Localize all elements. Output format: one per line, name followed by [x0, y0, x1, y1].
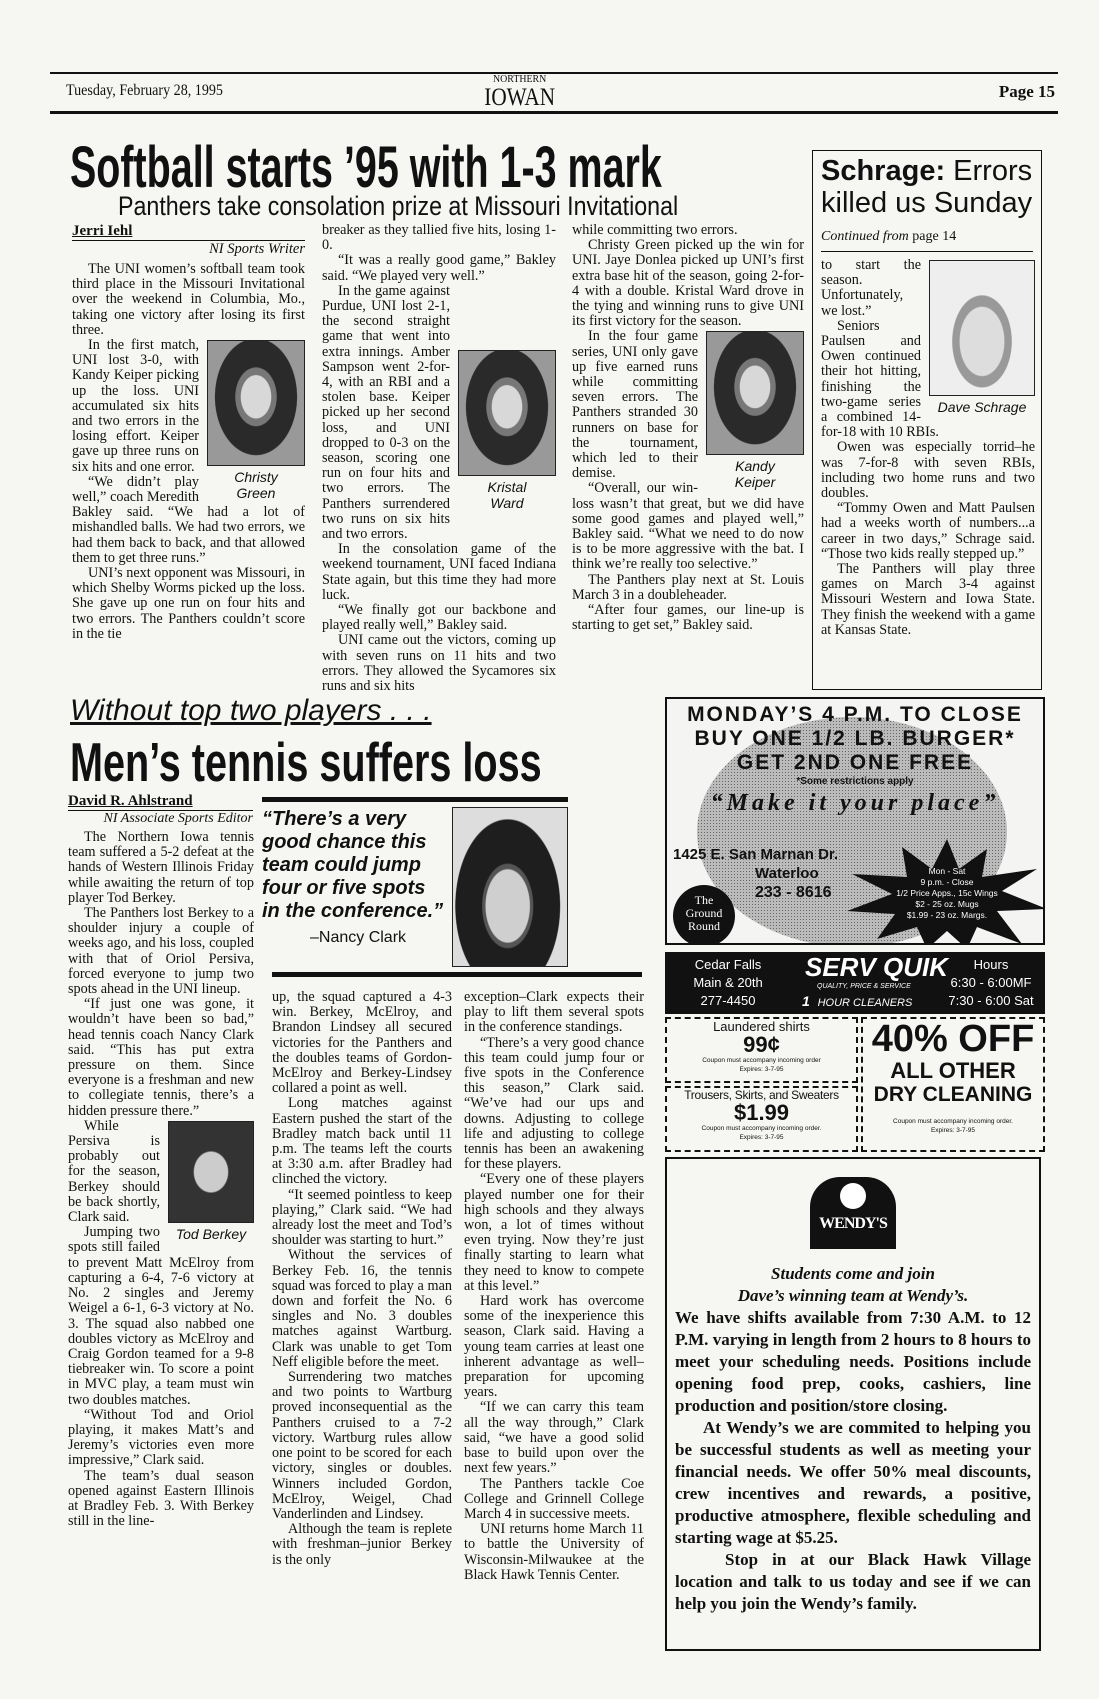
photo-image [929, 260, 1035, 396]
tennis-kicker: Without top two players . . . [70, 694, 432, 727]
softball-column-1 [72, 262, 305, 642]
wendys-logo: WENDY'S [810, 1177, 896, 1249]
pullquote: “There’s a very good chance this team could jump four or five spots in the conference.” [262, 808, 444, 922]
tennis-column-1 [68, 830, 254, 1529]
paragraph: Although the team is replete with freshman–junior Berkey is the only [272, 1521, 452, 1568]
paragraph: breaker as they tallied five hits, losing 1-0. [322, 222, 556, 254]
paragraph: The UNI women’s softball team took third place in the Missouri Invitational over the weekend in Columbia, Mo., taking one victory after losing its first three. [72, 261, 305, 338]
ad-ground-round [665, 697, 1045, 945]
photo-kristal-ward [458, 350, 556, 511]
photo-caption: Kristal Ward [487, 478, 527, 511]
byline-role: NI Associate Sports Editor [103, 811, 253, 826]
paragraph: The team’s dual season opened against Eastern Illinois at Bradley Feb. 3. With Berkey still in the line- [68, 1467, 254, 1530]
continued-from: Continued from page 14 [821, 229, 1033, 252]
paragraph: The Panthers tackle Coe College and Grinnell College March 4 in successive meets. [464, 1475, 644, 1522]
continued-page-link[interactable]: page 14 [912, 229, 957, 244]
masthead-main: IOWAN [484, 84, 556, 111]
paragraph: “If just one was gone, it wouldn’t have been so bad,” head tennis coach Nancy Clark said. “This has put extra pressure on them. Since everyone is a freshman and new to collegiate tennis, there’s a hidden pressure there.” [68, 996, 254, 1119]
photo-kandy-keiper [706, 331, 804, 490]
location: Cedar Falls Main & 20th 277-4450 [693, 957, 763, 1008]
photo-dave-schrage [929, 260, 1035, 415]
pullquote-attribution: –Nancy Clark [310, 929, 407, 946]
paragraph: Christy Green picked up the win for UNI. Jaye Donlea picked up UNI’s first extra base hit of the season, going 2-for-4 with a double. Kristal Ward drove in the tying and winning runs to give UNI its first victory for the season. [572, 237, 804, 330]
paragraph: Long matches against Eastern pushed the start of the Bradley match back until 11 p.m. The teams left the courts at 3:30 a.m. after Bradley had clinched the victory. [272, 1095, 452, 1188]
byline-name: David R. Ahlstrand [68, 793, 193, 809]
pullquote-top-rule [262, 797, 568, 802]
paragraph: UNI’s next opponent was Missouri, in which Shelby Worms picked up the loss. She gave up one run on four hits and two errors. The Panthers couldn’t score in the tie [72, 565, 305, 642]
paragraph: “We didn’t play well,” coach Meredith Bakley said. “We had a lot of mishandled balls. We had two errors, we had them back to back, and that allowed them to get three runs.” [72, 473, 305, 566]
softball-column-3 [572, 223, 804, 633]
softball-subhead: Panthers take consolation prize at Missouri Invitational [118, 191, 679, 221]
paragraph: “It seemed pointless to keep playing,” Clark said. “We had already lost the meet and Tod’s shoulder was starting to hurt.” [272, 1186, 452, 1249]
masthead [478, 74, 561, 110]
coupon-dry-cleaning[interactable]: 40% OFF ALL OTHER DRY CLEANING Coupon must accompany incoming order. Expires: 3-7-95 [861, 1017, 1045, 1152]
paragraph: Kristal Ward In the game against Purdue, UNI lost 2-1, the second straight game that went into extra innings. Amber Sampson went 2-for-4, with an RBI and a stolen base. Keiper picked up her second loss, and UNI dropped to 0-3 on the season, scoring one run on four hits and two errors. The Panthers surrendered two runs on six hits and two errors. [322, 284, 556, 542]
tennis-column-3 [464, 990, 644, 1583]
wendy-portrait-icon [840, 1183, 866, 1209]
paragraph: The Panthers will play three games on March 3-4 against Missouri Western and Iowa State. They finish the weekend with a game at Kansas State. [821, 561, 1035, 638]
photo-image [207, 340, 305, 466]
paragraph: UNI returns home March 11 to battle the University of Wisconsin-Milwaukee at the Black Hawk Tennis Center. [464, 1521, 644, 1583]
burst-specials: Mon - Sat 9 p.m. - Close 1/2 Price Apps., 15c Wings $2 - 25 oz. Mugs $1.99 - 23 oz. Margs. [896, 866, 998, 920]
photo-caption: Christy Green [234, 469, 278, 502]
paragraph: Hard work has overcome some of the inexperience this season, Clark said. Having a young team carries at least one inherent advantage as well–preparation for upcoming years. [464, 1293, 644, 1401]
paragraph: “Every one of these players played number one for their high schools and they always won, a lot of times without even trying. Now they’re just finally starting to learn what they need to know to compete at this level.” [464, 1171, 644, 1294]
paragraph: Tod Berkey While Persiva is probably out for the season, Berkey should be back shortly, Clark said. [68, 1119, 254, 1225]
coupon-laundered-shirts[interactable]: Laundered shirts 99¢ Coupon must accompany incoming order Expires: 3-7-95 [665, 1017, 858, 1083]
pullquote-bottom-rule [272, 972, 642, 977]
paragraph: UNI came out the victors, coming up with seven runs on 11 hits and two errors. They allowed the Sycamores six runs and six hits [322, 632, 556, 695]
byline-role: NI Sports Writer [209, 241, 305, 257]
paragraph: Owen was especially torrid–he was 7-for-8 with seven RBIs, including two home runs and two doubles. [821, 439, 1035, 502]
ground-round-logo: The Ground Round [673, 885, 735, 945]
coupon-trousers[interactable]: Trousers, Skirts, and Sweaters $1.99 Coupon must accompany incoming order. Expires: 3-7-95 [665, 1086, 858, 1152]
paragraph: Jumping two spots still failed to prevent Matt McElroy from capturing a 6-4, 7-6 victory at No. 2 singles and Jeremy Weigel a 6-1, 6-3 victory at No. 3. The squad also nabbed one doubles victory as McElroy and Craig Gordon teamed for a 9-8 tiebreaker win. To score a point in MVC play, a team must win two doubles matches. [68, 1224, 254, 1408]
paragraph: The Panthers play next at St. Louis March 3 in a doubleheader. [572, 571, 804, 603]
ad-text: MONDAY’S 4 P.M. TO CLOSE BUY ONE 1/2 LB. BURGER* GET 2ND ONE FREE *Some restrictions apply “Make it your place” [687, 703, 1023, 816]
softball-byline [72, 222, 305, 258]
paragraph: “There’s a very good chance this team could jump four or five spots in the Conference this season,” Clark said. “We’ve had our ups and downs. Adjusting to college life and adjusting to college tennis has been an awakening for these players. [464, 1034, 644, 1173]
paragraph: up, the squad captured a 4-3 win. Berkey, McElroy, and Brandon Lindsey all secured victories for the Panthers and the doubles teams of Gordon-McElroy and Berkey-Lindsey collared a point as well. [272, 989, 452, 1097]
paragraph: Kandy Keiper In the four game series, UNI only gave up five earned runs while committing seven errors. The Panthers stranded 30 runners on base for the tournament, which led to their demise. [572, 329, 804, 481]
paragraph: In the consolation game of the weekend tournament, UNI faced Indiana State again, but this time they had more luck. [322, 541, 556, 603]
schrage-title: Schrage: Errors killed us Sunday [821, 155, 1033, 219]
paragraph: “It was a really good game,” Bakley said. “We played very well.” [322, 252, 556, 284]
paragraph: “Overall, our win-loss wasn’t that great, but we did have some good games and played well,” Bakley said. “What we need to do now is to be more aggressive with the bat. I think we’re really too selective.” [572, 480, 804, 573]
paragraph: Christy Green In the first match, UNI lost 3-0, with Kandy Keiper picking up the loss. UNI accumulated six hits and two errors in the losing effort. Keiper gave up three runs on six hits and one error. [72, 338, 305, 475]
photo-image [168, 1121, 254, 1223]
paragraph: Without the services of Berkey Feb. 16, the tennis squad was forced to play a man down and forfeit the No. 6 singles and No. 3 doubles matches against Wartburg. Clark was unable to get Tom Neff eligible before the meet. [272, 1247, 452, 1370]
paragraph: exception–Clark expects their play to lift them several spots in the conference standings. [464, 989, 644, 1036]
byline-name: Jerri Iehl [72, 223, 133, 239]
ad-wendys: WENDY'S Students come and join Dave’s winning team at Wendy’s. We have shifts available from 7:30 A.M. to 12 P.M. varying in length from 2 hours to 8 hours to meet your scheduling needs. Positions include opening food prep, cooks, cashiers, line production and position/store closing. At Wendy’s we are commited to helping you be successful students as well as meeting your financial needs. We offer 50% meal discounts, crew incentives and rewards, a positive, productive atmosphere, flexible scheduling and starting wage at $5.25. Stop in at our Black Hawk Village location and talk to us today and see if we can help you join the Wendy’s family. [665, 1157, 1041, 1651]
photo-caption: Dave Schrage [937, 399, 1027, 415]
header-bottom-rule [50, 111, 1058, 114]
photo-caption: Kandy Keiper [734, 458, 776, 491]
tennis-byline [68, 792, 253, 827]
paragraph: to start the season. Unfortunately, we lost.” [821, 257, 921, 319]
paragraph: The Northern Iowa tennis team suffered a 5-2 defeat at the hands of Western Illinois Friday while awaiting the return of top player Tod Berkey. [68, 829, 254, 906]
paragraph: “We finally got our backbone and played really well,” Bakley said. [322, 602, 556, 634]
masthead-top: NORTHERN [493, 73, 547, 85]
softball-column-2 [322, 223, 556, 694]
paragraph: while committing two errors. [572, 222, 738, 238]
photo-image [706, 331, 804, 455]
tennis-headline: Men’s tennis suffers loss [70, 731, 542, 793]
hours: Hours 6:30 - 6:00MF 7:30 - 6:00 Sat [948, 957, 1034, 1008]
serv-quik-logo: SERV QUIK [805, 952, 949, 982]
paragraph: The Panthers lost Berkey to a shoulder injury a couple of weeks ago, and his loss, coupled with that of Oriol Persiva, forced everyone to jump two spots ahead in the UNI lineup. [68, 905, 254, 998]
paragraph: “Tommy Owen and Matt Paulsen had a weeks worth of numbers...a career in two days,” Schrage said. “Those two kids really stepped up.” [821, 500, 1035, 562]
pullquote-block [262, 808, 444, 947]
photo-image [458, 350, 556, 476]
paragraph: “If we can carry this team all the way through,” Clark said, “we have a good solid base to build upon over the next few years.” [464, 1399, 644, 1477]
page-number: Page 15 [998, 82, 1055, 101]
paragraph: Seniors Paulsen and Owen continued their hot hitting, finishing the two-game series a combined 14-for-18 with 10 RBIs. [821, 317, 939, 441]
ad-address: 1425 E. San Marnan Dr. Waterloo 233 - 8616 [673, 846, 839, 901]
photo-christy-green [207, 340, 305, 501]
softball-headline: Softball starts ’95 with 1-3 mark [70, 135, 662, 200]
photo-caption: Tod Berkey [175, 1225, 247, 1242]
schrage-body [821, 258, 1035, 638]
paragraph: Surrendering two matches and two points to Wartburg proved inconsequential as the Panthers cruised to a 7-2 victory. Wartburg rules allow one point to be scored for each victory, singles or doubles. Winners included Gordon, McElroy, Weigel, Chad Vanderlinden and Lindsey. [272, 1369, 452, 1522]
photo-nancy-clark [452, 807, 568, 967]
photo-tod-berkey [168, 1121, 254, 1242]
tennis-column-2 [272, 990, 452, 1568]
paragraph: “Without Tod and Oriol playing, it makes Matt’s and Jeremy’s victories even more impressive,” Clark said. [68, 1406, 254, 1469]
schrage-sidebar [812, 150, 1042, 690]
issue-date: Tuesday, February 28, 1995 [66, 82, 223, 99]
paragraph: “After four games, our line-up is starting to get set,” Bakley said. [572, 602, 804, 634]
ad-serv-quik: Cedar Falls Main & 20th 277-4450 SERV QUIK QUALITY, PRICE & SERVICE 1 HOUR CLEANERS Hours 6:30 - 6:00MF 7:30 - 6:00 Sat [665, 952, 1045, 1014]
